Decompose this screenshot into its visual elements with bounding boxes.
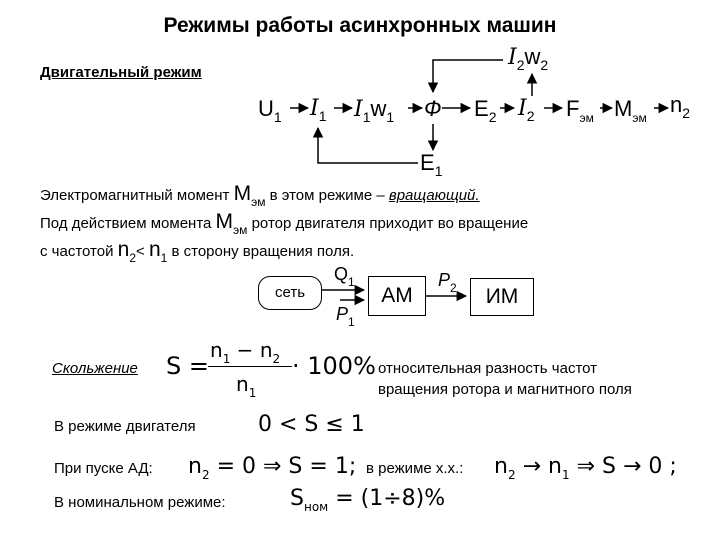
slip-fraction-bar: [208, 366, 292, 367]
nominal-expr: $S_{ном} = (1\div 8)\%$: [290, 486, 446, 514]
section-heading: Двигательный режим: [40, 64, 202, 81]
chain-flux: Ф: [424, 96, 442, 121]
slip-percent: · 100%: [292, 352, 376, 380]
flow-p2-label: $P_2$: [438, 270, 457, 295]
slip-denominator: $n_1$: [236, 372, 257, 400]
paragraph-line-2: Под действием момента $M_{эм}$ ротор двигателя приходит во вращение: [40, 210, 529, 237]
slip-lhs: S =: [166, 352, 209, 380]
chain-e2: $E_2$: [474, 96, 497, 125]
start-label: При пуске АД:: [54, 460, 153, 477]
feedback-top-line: [433, 60, 503, 92]
paragraph-line-1: Электромагнитный момент $M_{эм}$ в этом режиме – вращающий.: [40, 182, 480, 209]
paragraph-line-3: с частотой $n_2< n_1$ в сторону вращения поля.: [40, 238, 355, 265]
feedback-e1-label: $E_1$: [420, 150, 443, 179]
page-title: Режимы работы асинхронных машин: [163, 14, 557, 37]
feedback-bottom-line: [318, 128, 418, 163]
slip-numerator: $n_1 - n_2$: [210, 338, 281, 366]
chain-mem: $M_{эм}$: [614, 96, 647, 125]
slip-desc-line-2: вращения ротора и магнитного поля: [378, 381, 632, 398]
flow-load-box: ИМ: [470, 278, 534, 316]
idle-expr: $n_2 \to n_1$ ⇒ S → 0 ;: [494, 454, 677, 482]
flow-q1-label: $Q_1$: [334, 264, 355, 289]
flow-machine-box: АМ: [368, 276, 426, 316]
chain-i1: $I_1$: [310, 96, 327, 124]
idle-label: в режиме х.х.:: [366, 460, 464, 477]
slip-desc-line-1: относительная разность частот: [378, 360, 598, 377]
motor-range-expr: 0 < S ≤ 1: [258, 412, 365, 437]
flow-p1-label: $P_1$: [336, 304, 355, 329]
chain-i2: $I_2$: [518, 96, 535, 124]
nominal-label: В номинальном режиме:: [54, 494, 226, 511]
motor-range-label: В режиме двигателя: [54, 418, 196, 435]
chain-fem: $F_{эм}$: [566, 96, 594, 125]
chain-n2: $n_2$: [670, 92, 691, 121]
chain-i1w1: $I_1w_1$: [354, 96, 395, 125]
slip-label: Скольжение: [52, 360, 138, 377]
start-expr: $n_2 = 0$ ⇒ S = 1;: [188, 454, 357, 482]
chain-u1: $U_1$: [258, 96, 282, 125]
feedback-i2w2-label: $I_2w_2$: [508, 44, 549, 73]
flow-source-box: сеть: [258, 276, 322, 310]
